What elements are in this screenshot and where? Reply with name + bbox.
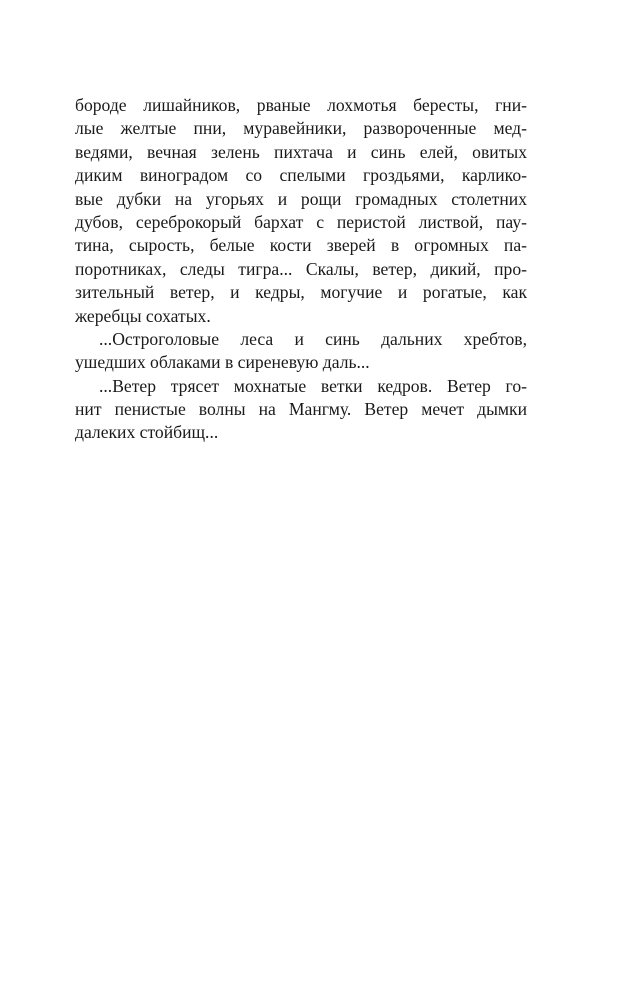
text-line: поротниках, следы тигра... Скалы, ветер, дикий, про-	[75, 258, 527, 279]
paragraph-end-line: далеких стойбищ...	[75, 422, 219, 443]
page-text	[75, 94, 527, 445]
text-line: нит пенистые волны на Мангму. Ветер мечет дымки	[75, 399, 527, 420]
text-line: ведями, вечная зелень пихтача и синь елей, овитых	[75, 141, 527, 162]
text-line: зительный ветер, и кедры, могучие и рогатые, как	[75, 282, 527, 303]
paragraph-start-line: ...Ветер трясет мохнатые ветки кедров. Ветер го-	[99, 375, 527, 396]
text-line: бороде лишайников, рваные лохмотья бересты, гни-	[75, 95, 527, 115]
text-line: тина, сырость, белые кости зверей в огромных па-	[75, 235, 527, 256]
paragraph-end-line: ушедших облаками в сиреневую даль...	[75, 352, 370, 373]
paragraph-start-line: ...Остроголовые леса и синь дальних хребтов,	[99, 328, 527, 349]
text-line: дубов, сереброкорый бархат с перистой листвой, пау-	[75, 211, 527, 232]
text-line: вые дубки на угорьях и рощи громадных столетних	[75, 188, 527, 209]
paragraph-end-line: жеребцы сохатых.	[75, 305, 211, 326]
text-line: диким виноградом со спелыми гроздьями, карлико-	[75, 165, 527, 186]
text-line: лые желтые пни, муравейники, развороченные мед-	[75, 118, 527, 139]
